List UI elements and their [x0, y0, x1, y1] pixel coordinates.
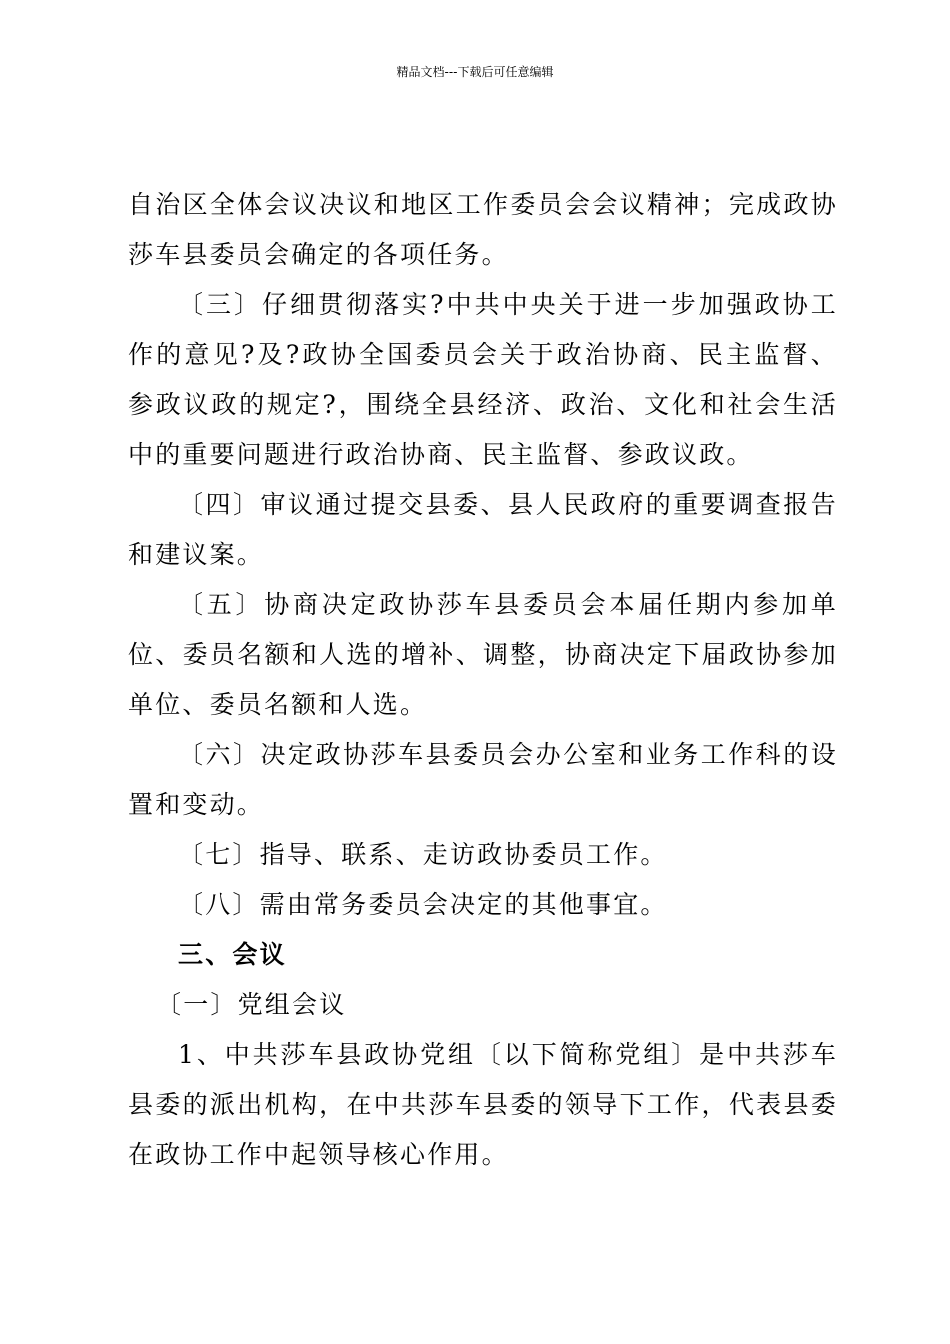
paragraph-continuation: 自治区全体会议决议和地区工作委员会会议精神；完成政协莎车县委员会确定的各项任务。: [128, 190, 838, 269]
paragraph-item-4: 〔四〕审议通过提交县委、县人民政府的重要调查报告和建议案。: [128, 490, 838, 569]
subsection-heading-party-group: 〔一〕党组会议: [156, 990, 347, 1019]
paragraph-item-8: 〔八〕需由常务委员会决定的其他事宜。: [178, 890, 668, 919]
paragraph-item-5: 〔五〕协商决定政协莎车县委员会本届任期内参加单位、委员名额和人选的增补、调整，协商决定下届政协参加单位、委员名额和人选。: [128, 590, 838, 719]
paragraph-item-6: 〔六〕决定政协莎车县委员会办公室和业务工作科的设置和变动。: [128, 740, 838, 819]
paragraph-item-7: 〔七〕指导、联系、走访政协委员工作。: [178, 840, 668, 869]
paragraph-item-3: 〔三〕仔细贯彻落实?中共中央关于进一步加强政协工作的意见?及?政协全国委员会关于政治协商、民主监督、参政议政的规定?，围绕全县经济、政治、文化和社会生活中的重要问题进行政治协商、民主监督、参政议政。: [128, 290, 838, 469]
page-header: 精品文档---下载后可任意编辑: [396, 65, 554, 79]
section-heading-meetings: 三、会议: [178, 940, 287, 969]
paragraph-party-group-1: 1、中共莎车县政协党组〔以下简称党组〕是中共莎车县委的派出机构，在中共莎车县委的领导下工作，代表县委在政协工作中起领导核心作用。: [128, 1040, 838, 1169]
document-body: [128, 180, 838, 1180]
